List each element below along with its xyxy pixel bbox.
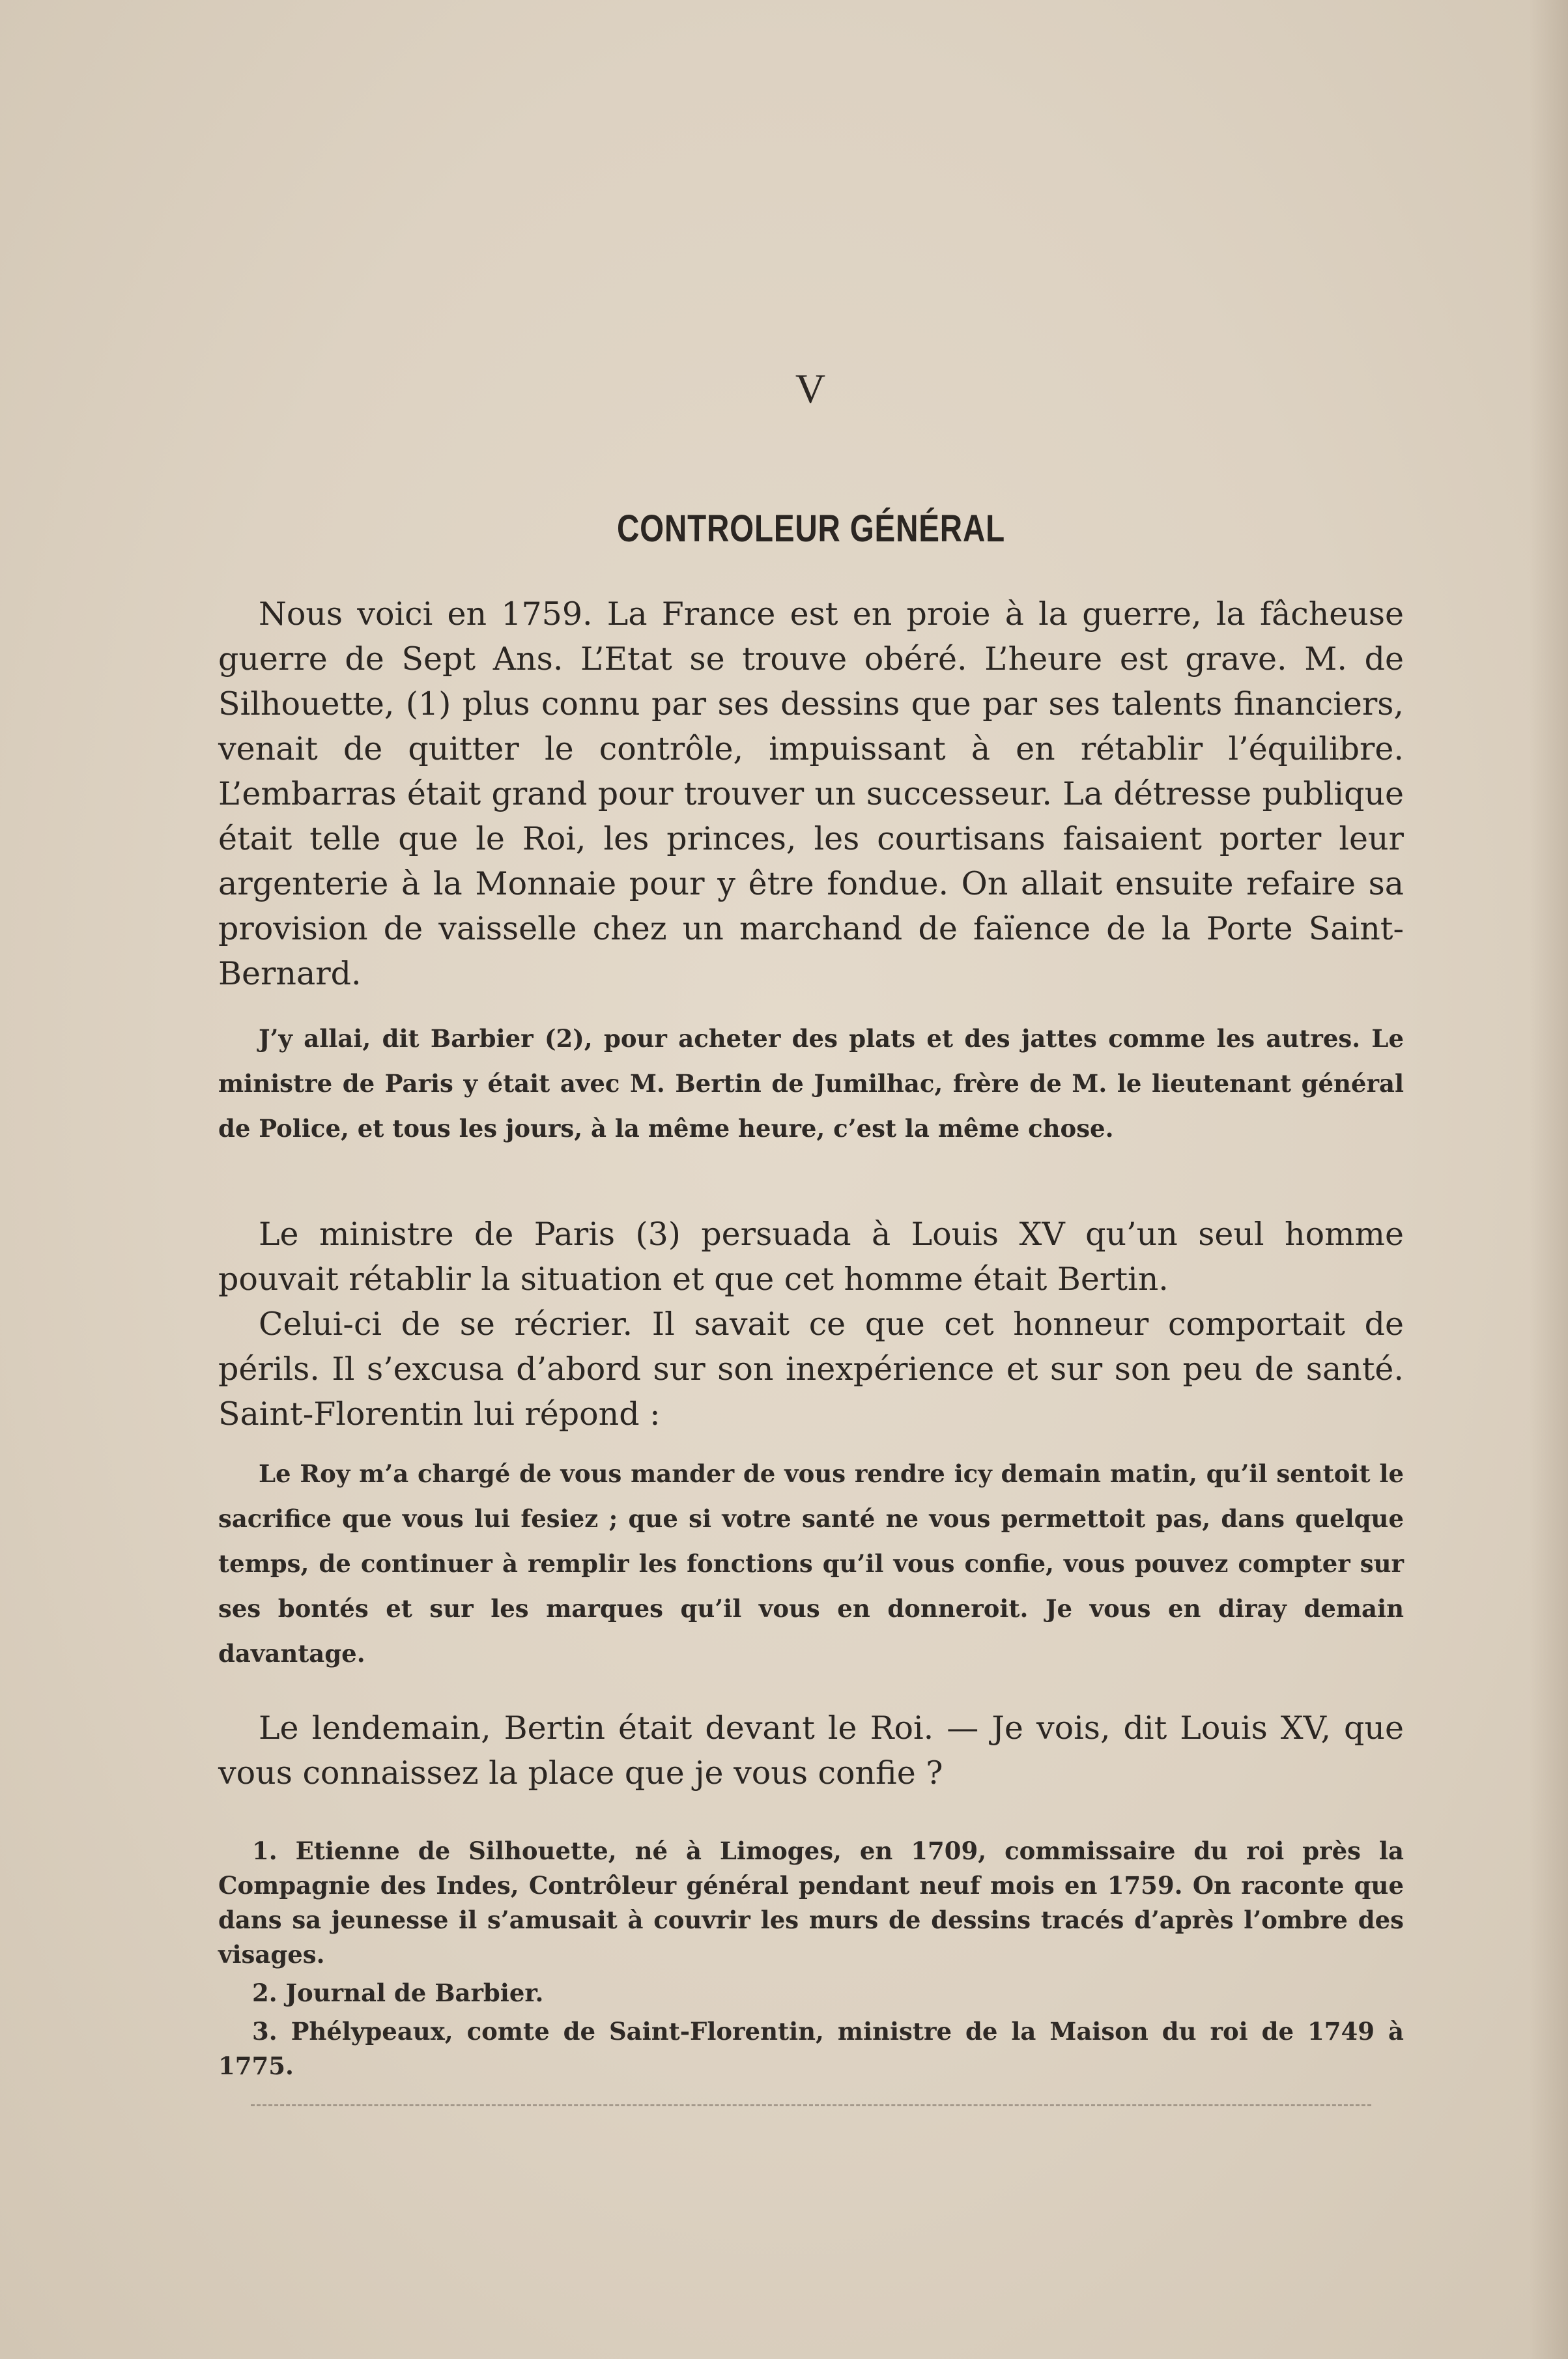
paragraph-2: Le ministre de Paris (3) persuada à Louis XV qu’un seul homme pouvait rétablir la situation et que cet homme était Bertin. <box>218 1216 1404 1298</box>
footnote-2: 2. Journal de Barbier. <box>252 1979 544 2007</box>
quotation-barbier: J’y allai, dit Barbier (2), pour acheter des plats et des jattes comme les autres. Le ministre de Paris y était avec M. Bertin de Jumilhac, frère de M. le lieutenant général de Police, et tous les jours, à la même heure, c’est la même chose. <box>218 1024 1404 1143</box>
chapter-title: CONTROLEUR GÉNÉRAL <box>616 508 1006 550</box>
chapter-number: V <box>795 365 827 412</box>
footnotes <box>218 1834 1404 2087</box>
page-edge-shadow <box>1529 0 1568 2359</box>
bottom-dashed-rule <box>251 2104 1371 2106</box>
paragraph-4: Le lendemain, Bertin était devant le Roi. — Je vois, dit Louis XV, que vous connaissez la place que je vous confie ? <box>218 1709 1404 1792</box>
footnote-3: 3. Phélypeaux, comte de Saint-Florentin, ministre de la Maison du roi de 1749 à 1775. <box>218 2017 1404 2080</box>
paragraph-1: Nous voici en 1759. La France est en proie à la guerre, la fâcheuse guerre de Sept Ans. L’Etat se trouve obéré. L’heure est grave. M. de Silhouette, (1) plus connu par ses dessins que par ses talents financiers, venait de quitter le contrôle, impuissant à en rétablir l’équilibre. L’embarras était grand pour trouver un successeur. La détresse publique était telle que le Roi, les princes, les courtisans faisaient porter leur argenterie à la Monnaie pour y être fondue. On allait ensuite refaire sa provision de vaisselle chez un marchand de faïence de la Porte Saint-Bernard. <box>218 595 1404 992</box>
paragraph-3: Celui-ci de se récrier. Il savait ce que cet honneur comportait de périls. Il s’excusa d’abord sur son inexpérience et sur son peu de santé. Saint-Florentin lui répond : <box>218 1306 1404 1433</box>
footnote-1: 1. Etienne de Silhouette, né à Limoges, en 1709, commissaire du roi près la Compagnie des Indes, Contrôleur général pendant neuf mois en 1759. On raconte que dans sa jeunesse il s’amusait à couvrir les murs de dessins tracés d’après l’ombre des visages. <box>218 1837 1404 1969</box>
quotation-saint-florentin: Le Roy m’a chargé de vous mander de vous rendre icy demain matin, qu’il sentoit le sacrifice que vous lui fesiez ; que si votre santé ne vous permettoit pas, dans quelque temps, de continuer à remplir les fonctions qu’il vous confie, vous pouvez compter sur ses bontés et sur les marques qu’il vous en donneroit. Je vous en diray demain davantage. <box>218 1459 1404 1668</box>
